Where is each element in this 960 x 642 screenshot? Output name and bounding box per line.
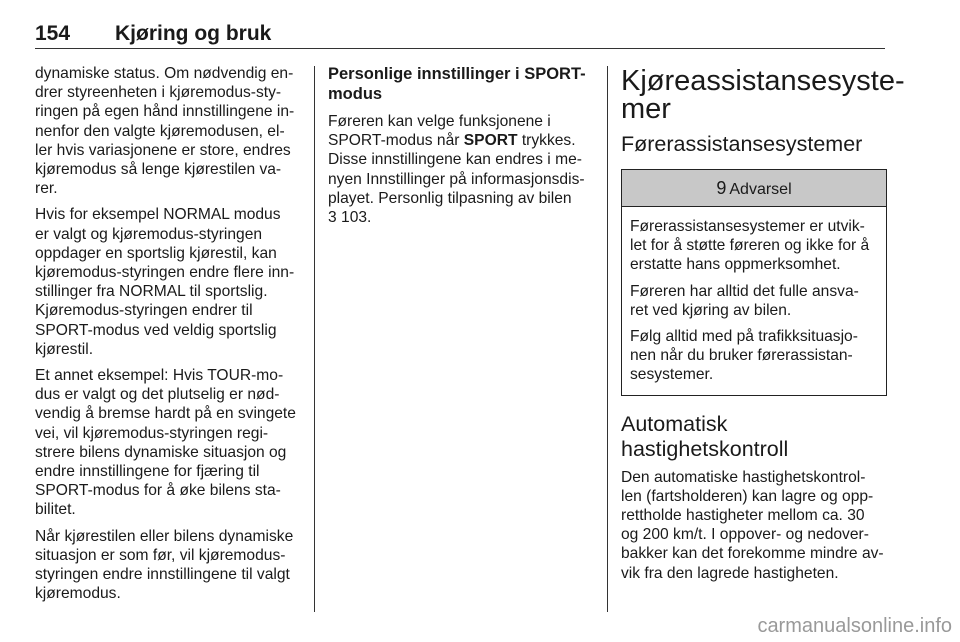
heading-line: modus — [328, 85, 383, 103]
text-line: vik fra den lagrede hastigheten. — [621, 564, 839, 582]
page-header — [35, 20, 885, 49]
paragraph — [35, 527, 303, 604]
text-segment: trykkes. — [517, 132, 576, 150]
column-divider-1 — [314, 66, 315, 612]
paragraph — [35, 205, 303, 359]
text-line: er valgt og kjøremodus-styringen — [35, 225, 263, 243]
text-line: SPORT-modus for å øke bilens sta- — [35, 482, 281, 500]
text-line: Føreren har alltid det fulle ansva- — [630, 282, 859, 300]
section-heading — [621, 412, 887, 462]
text-line — [328, 208, 596, 227]
heading-line: Personlige innstillinger i SPORT- — [328, 65, 586, 83]
text-line: nyen Innstillinger på informasjonsdis- — [328, 170, 585, 188]
page-number: 154 — [35, 22, 71, 45]
watermark-link[interactable]: carmanualsonline.info — [757, 615, 952, 637]
text-line: Følg alltid med på trafikksituasjo- — [630, 328, 858, 346]
text-line: Førerassistansesystemer er utvik- — [630, 218, 865, 235]
warning-header — [622, 170, 886, 207]
heading-line: hastighetskontroll — [621, 436, 789, 461]
text-line: let for å støtte føreren og ikke for å — [630, 237, 870, 255]
paragraph — [328, 112, 596, 227]
text-line: vei, vil kjøremodus-styringen regi- — [35, 424, 269, 442]
text-line: styringen endre innstillingene til valgt — [35, 566, 290, 584]
text-segment: SPORT-modus når — [328, 132, 464, 150]
text-line: Når kjørestilen eller bilens dynamiske — [35, 527, 294, 545]
text-line: ler hvis variasjonene er store, endres — [35, 141, 291, 159]
chapter-title: Kjøring og bruk — [115, 22, 272, 45]
warning-paragraph — [630, 217, 878, 275]
text-line: nenfor den valgte kjøremodusen, el- — [35, 122, 285, 140]
warning-body — [622, 207, 886, 395]
section-heading: Førerassistansesystemer — [621, 132, 863, 156]
sport-button-label: SPORT — [463, 132, 518, 150]
text-line: og 200 km/t. I oppover- og nedover- — [621, 526, 869, 544]
text-line: situasjon er som før, vil kjøremodus- — [35, 546, 286, 564]
column-2 — [328, 64, 596, 234]
text-line: oppdager en sportslig kjørestil, kan — [35, 244, 277, 262]
text-line: endre innstillingene for fjæring til — [35, 463, 260, 481]
column-divider-2 — [607, 66, 608, 612]
column-1 — [35, 64, 303, 610]
text-line: Føreren kan velge funksjonene i — [328, 113, 551, 130]
text-line: dus er valgt og det plutselig er nød- — [35, 386, 280, 404]
text-line: Hvis for eksempel NORMAL modus — [35, 206, 281, 224]
text-line: Disse innstillingene kan endres i me- — [328, 151, 582, 169]
paragraph — [35, 366, 303, 520]
text-line: erstatte hans oppmerksomhet. — [630, 256, 841, 274]
warning-title: Advarsel — [729, 181, 792, 198]
paragraph — [35, 64, 303, 198]
heading-line: mer — [621, 93, 671, 125]
text-line: SPORT-modus ved veldig sportslig — [35, 321, 277, 339]
text-line: drer styreenheten i kjøremodus-sty- — [35, 84, 282, 102]
text-line: stillinger fra NORMAL til sportslig. — [35, 283, 268, 301]
text-line — [328, 131, 596, 150]
text-line: kjøremodus-styringen endre flere inn- — [35, 264, 295, 282]
page-reference: 103. — [341, 209, 372, 227]
text-line: Kjøremodus-styringen endrer til — [35, 302, 253, 320]
heading-line: Kjøreassistansesyste- — [621, 65, 905, 97]
text-line: bilitet. — [35, 501, 76, 519]
text-line: playet. Personlig tilpasning av bilen — [328, 189, 572, 207]
column-3 — [621, 64, 905, 590]
text-line: dynamiske status. Om nødvendig en- — [35, 65, 294, 82]
text-line: kjøremodus så lenge kjørestilen va- — [35, 161, 282, 179]
text-line: strere bilens dynamiske situasjon og — [35, 443, 287, 461]
section-heading — [328, 64, 596, 104]
warning-box — [621, 169, 887, 396]
text-line: Den automatiske hastighetskontrol- — [621, 468, 866, 486]
text-line: sesystemer. — [630, 366, 714, 384]
text-line: ret ved kjøring av bilen. — [630, 301, 792, 319]
page-ref-arrow-icon: 3 — [328, 209, 337, 227]
text-line: vendig å bremse hardt på en svingete — [35, 405, 296, 423]
warning-triangle-icon: 9 — [716, 178, 727, 198]
warning-paragraph — [630, 327, 878, 385]
chapter-heading — [621, 65, 905, 125]
heading-line: Automatisk — [621, 411, 728, 436]
text-line: len (fartsholderen) kan lagre og opp- — [621, 487, 874, 505]
text-line: kjørestil. — [35, 340, 94, 358]
paragraph — [621, 468, 887, 583]
warning-paragraph — [630, 282, 878, 320]
text-line: nen når du bruker førerassistan- — [630, 347, 853, 365]
text-line: bakker kan det forekomme mindre av- — [621, 545, 884, 563]
text-line: rer. — [35, 180, 58, 198]
text-line: rettholde hastigheter mellom ca. 30 — [621, 507, 865, 525]
text-line: Et annet eksempel: Hvis TOUR-mo- — [35, 367, 284, 385]
text-line: ringen på egen hånd innstillingene in- — [35, 103, 295, 121]
text-line: kjøremodus. — [35, 585, 121, 603]
